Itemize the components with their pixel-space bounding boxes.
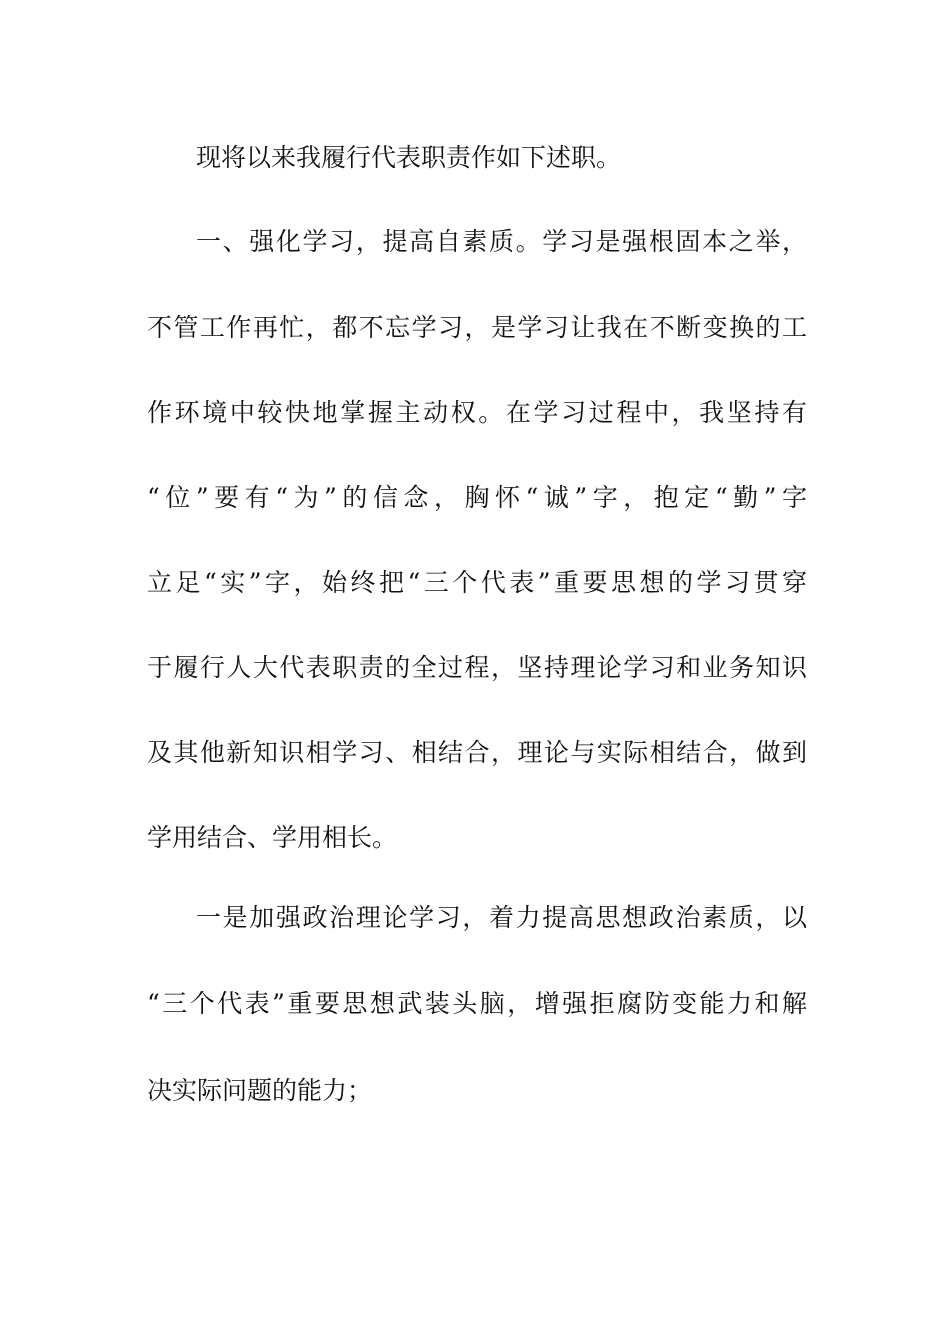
paragraph-2-line-3: 作环境中较快地掌握主动权。在学习过程中，我坚持有 xyxy=(147,398,807,427)
paragraph-2-line-7: 及其他新知识相学习、相结合，理论与实际相结合，做到 xyxy=(147,738,807,767)
paragraph-2-line-1: 一、强化学习，提高自素质。学习是强根固本之举， xyxy=(196,227,807,256)
paragraph-2-line-6: 于履行人大代表职责的全过程，坚持理论学习和业务知识 xyxy=(147,653,807,682)
paragraph-2-line-2: 不管工作再忙，都不忘学习，是学习让我在不断变换的工 xyxy=(147,313,807,342)
paragraph-1-line-1: 现将以来我履行代表职责作如下述职。 xyxy=(196,143,622,172)
paragraph-2-line-8: 学用结合、学用相长。 xyxy=(147,823,398,852)
paragraph-3-line-1: 一是加强政治理论学习，着力提高思想政治素质，以 xyxy=(196,903,807,932)
paragraph-3-line-2: “三个代表”重要思想武装头脑，增强拒腐防变能力和解 xyxy=(147,989,807,1018)
paragraph-2-line-5: 立足“实”字，始终把“三个代表”重要思想的学习贯穿 xyxy=(147,568,807,597)
paragraph-3-line-3: 决实际问题的能力； xyxy=(147,1076,373,1105)
paragraph-2-line-4: “位”要有“为”的信念，胸怀“诚”字，抱定“勤”字 xyxy=(147,483,807,512)
